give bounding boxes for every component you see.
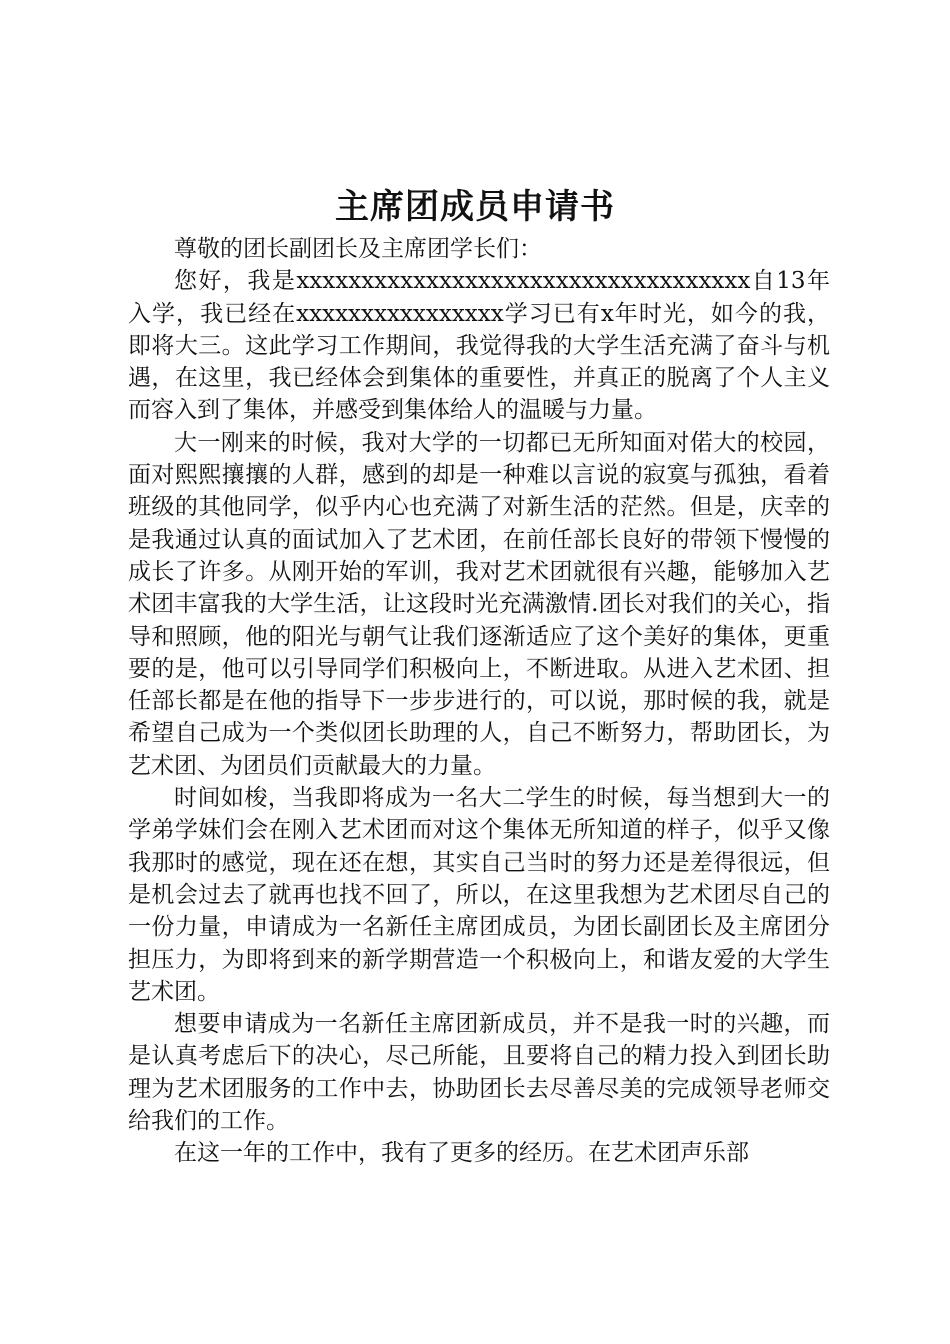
salutation: 尊敬的团长副团长及主席团学长们： (174, 236, 542, 262)
document-title: 主席团成员申请书 (335, 187, 615, 227)
paragraph-2: 大一刚来的时候，我对大学的一切都已无所知面对偌大的校园，面对熙熙攘攘的人群，感到的却是一种难以言说的寂寞与孤独，看着班级的其他同学，似乎内心也充满了对新生活的茫然。但是，庆幸的是我通过认真的面试加入了艺术团，在前任部长良好的带领下慢慢的成长了许多。从刚开始的军训，我对艺术团就很有兴趣，能够加入艺术团丰富我的大学生活，让这段时光充满激情.团长对我们的关心，指导和照顾，他的阳光与朝气让我们逐渐适应了这个美好的集体，更重要的是，他可以引导同学们积极向上，不断进取。从进入艺术团、担任部长都是在他的指导下一步步进行的，可以说，那时候的我，就是希望自己成为一个类似团长助理的人，自己不断努力，帮助团长，为艺术团、为团员们贡献最大的力量。 (128, 429, 830, 779)
paragraph-5: 在这一年的工作中，我有了更多的经历。在艺术团声乐部 (174, 1140, 749, 1167)
paragraph-3: 时间如梭，当我即将成为一名大二学生的时候，每当想到大一的学弟学妹们会在刚入艺术团而对这个集体无所知道的样子，似乎又像我那时的感觉，现在还在想，其实自己当时的努力还是差得很远，但是机会过去了就再也找不回了，所以，在这里我想为艺术团尽自己的一份力量，申请成为一名新任主席团成员，为团长副团长及主席团分担压力，为即将到来的新学期营造一个积极向上，和谐友爱的大学生艺术团。 (128, 785, 830, 1005)
paragraph-4: 想要申请成为一名新任主席团新成员，并不是我一时的兴趣，而是认真考虑后下的决心，尽己所能，且要将自己的精力投入到团长助理为艺术团服务的工作中去，协助团长去尽善尽美的完成领导老师交给我们的工作。 (128, 1011, 830, 1135)
document-body (128, 233, 830, 1170)
paragraph-1: 您好，我是xxxxxxxxxxxxxxxxxxxxxxxxxxxxxxxxxxx自13年入学，我已经在xxxxxxxxxxxxxxxx学习已有x年时光，如今的我，即将大三。这此学习工作期间，我觉得我的大学生活充满了奋斗与机遇，在这里，我已经体会到集体的重要性，并真正的脱离了个人主义而容入到了集体，并感受到集体给人的温暖与力量。 (128, 268, 830, 424)
